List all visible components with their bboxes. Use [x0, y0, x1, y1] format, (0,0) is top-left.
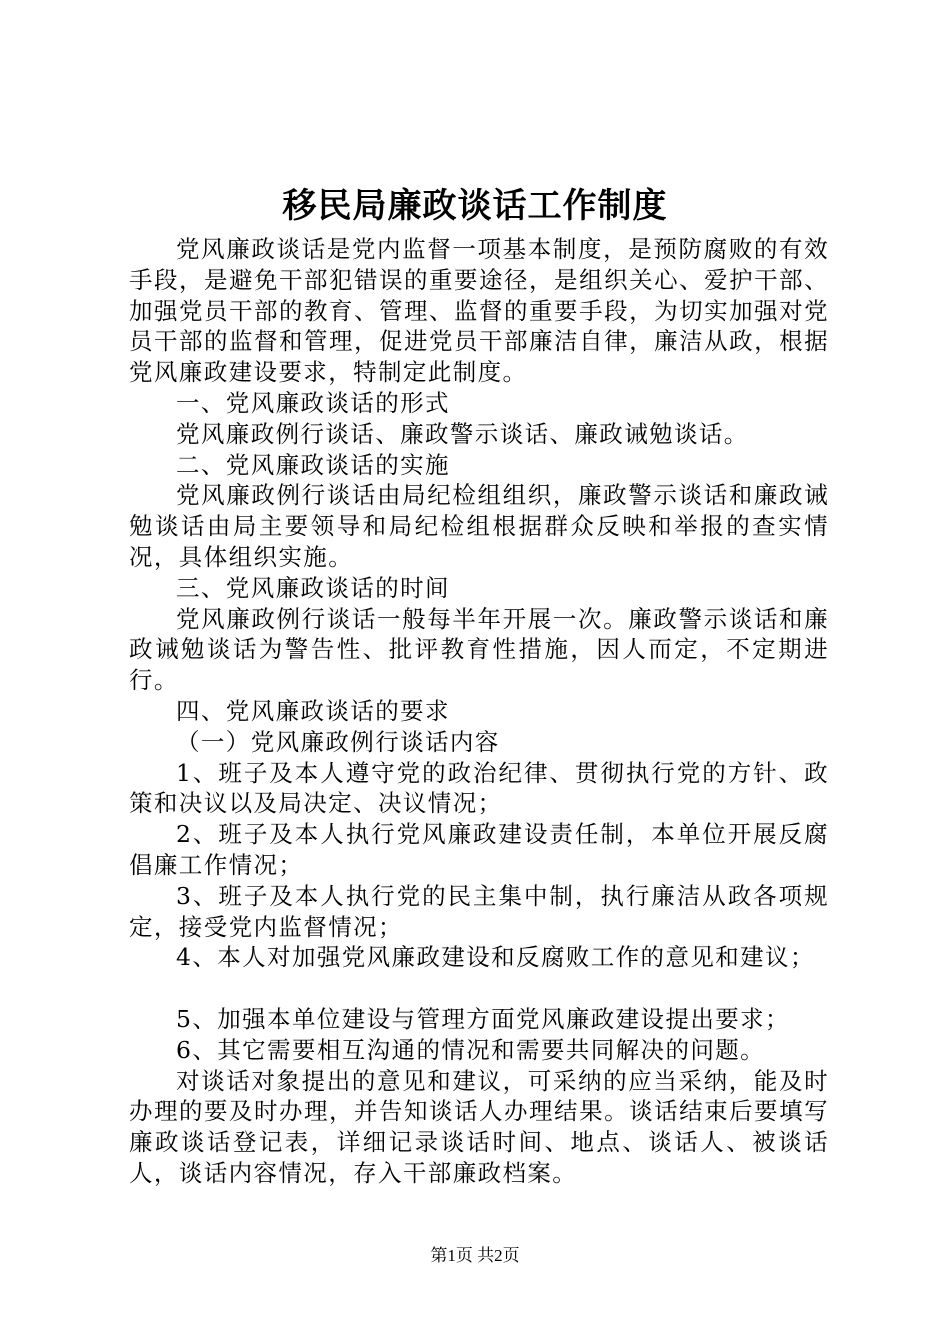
section-heading-implementation: 二、党风廉政谈话的实施 — [176, 450, 450, 479]
section-heading-requirements: 四、党风廉政谈话的要求 — [176, 696, 450, 725]
section-heading-time: 三、党风廉政谈话的时间 — [176, 573, 450, 602]
page-footer — [0, 1244, 950, 1268]
list-item-1: 1、班子及本人遵守党的政治纪律、贯彻执行党的方针、政策和决议以及局决定、决议情况； — [129, 758, 829, 818]
page-number-indicator: 第1页 共2页 — [430, 1246, 520, 1265]
list-item-5: 5、加强本单位建设与管理方面党风廉政建设提出要求； — [176, 1004, 790, 1033]
list-item-4: 4、本人对加强党风廉政建设和反腐败工作的意见和建议； — [176, 943, 815, 972]
paragraph-time: 党风廉政例行谈话一般每半年开展一次。廉政警示谈话和廉政诫勉谈话为警告性、批评教育性措施，因人而定，不定期进行。 — [129, 604, 829, 695]
paragraph-implementation: 党风廉政例行谈话由局纪检组组织，廉政警示谈话和廉政诫勉谈话由局主要领导和局纪检组根据群众反映和举报的查实情况，具体组织实施。 — [129, 481, 829, 571]
list-item-6: 6、其它需要相互沟通的情况和需要共同解决的问题。 — [176, 1035, 766, 1064]
paragraph-form: 党风廉政例行谈话、廉政警示谈话、廉政诫勉谈话。 — [176, 419, 749, 448]
subsection-heading-content: （一）党风廉政例行谈话内容 — [176, 727, 500, 756]
section-heading-form: 一、党风廉政谈话的形式 — [176, 388, 450, 417]
blank-line — [129, 973, 829, 1004]
list-item-2: 2、班子及本人执行党风廉政建设责任制，本单位开展反腐倡廉工作情况； — [129, 820, 829, 879]
paragraph-closing: 对谈话对象提出的意见和建议，可采纳的应当采纳，能及时办理的要及时办理，并告知谈话人办理结果。谈话结束后要填写廉政谈话登记表，详细记录谈话时间、地点、谈话人、被谈话人，谈话内容情况，存入干部廉政档案。 — [129, 1066, 829, 1187]
paragraph-intro: 党风廉政谈话是党内监督一项基本制度，是预防腐败的有效手段，是避免干部犯错误的重要途径，是组织关心、爱护干部、加强党员干部的教育、管理、监督的重要手段，为切实加强对党员干部的监督和管理，促进党员干部廉洁自律，廉洁从政，根据党风廉政建设要求，特制定此制度。 — [129, 235, 829, 387]
document-body — [129, 234, 829, 1189]
document-title: 移民局廉政谈话工作制度 — [282, 186, 668, 226]
list-item-3: 3、班子及本人执行党的民主集中制，执行廉洁从政各项规定，接受党内监督情况； — [129, 881, 829, 941]
